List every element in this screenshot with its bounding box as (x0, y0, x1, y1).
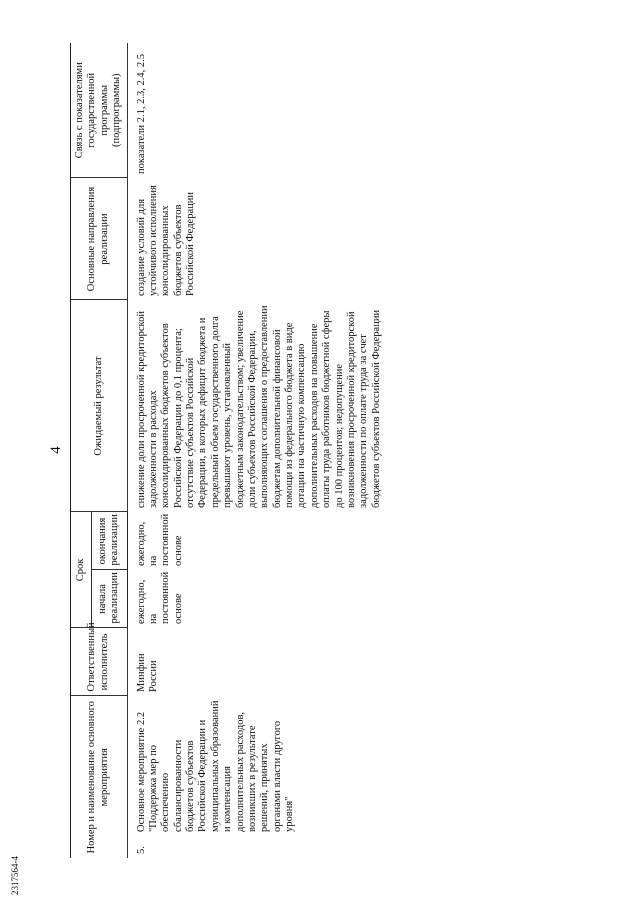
cell-responsible: Минфин России (135, 653, 159, 692)
cell-start: ежегодно, на постоянной основе (135, 571, 184, 624)
cell-result: снижение доли просроченной кредиторской задолженности в расходах консолидированных бюджетов субъектов Российской Федерации до 0,1 процента; отсутствие субъектов Российской Федерации, в которых дефицит бюджета и предельный объем государственного долга превышают уровень, установленный бюджетным законодательством; увеличение доли субъектов Российской Федерации, выполняющих соглашения о предоставлении бюджетам дополнительной финансовой помощи из федерального бюджета в виде дотации на частичную компенсацию дополнительных расходов на повышение оплаты труда работников бюджетной сферы до 100 процентов; недопущение возникновения просроченной кредиторской задолженности по оплате труда за счет бюджетов субъектов Российской Федерации (135, 305, 382, 508)
cell-end: ежегодно, на постоянной основе (135, 513, 184, 566)
measure-name: Основное мероприятие 2.2 "Поддержка мер по обеспечению сбалансированности бюджетов субъектов Российской Федерации и муниципальных образований и компенсация дополнительных расходов, возникших в результате решений, принятых органами власти другого уровня" (135, 700, 295, 832)
cell-number-name (127, 696, 387, 858)
header-directions: Основные направления реализации (71, 178, 128, 300)
rotated-page (40, 30, 600, 870)
cell-directions: создание условий для устойчивого исполнения консолидированных бюджетов субъектов Российской Федерации (135, 185, 196, 296)
program-table (70, 43, 387, 858)
page-number: 4 (48, 446, 64, 454)
document-stamp: 2317564-4 (10, 856, 20, 895)
cell-link: показатели 2.1, 2.3, 2.4, 2.5 (135, 53, 147, 174)
header-term: Срок (71, 512, 92, 628)
header-link: Связь с показателями государственной программы (подпрограммы) (71, 43, 128, 178)
row-number: 5. (135, 846, 147, 854)
header-number-name: Номер и наименование основного мероприятия (71, 696, 128, 858)
header-responsible: Ответственный исполнитель (71, 628, 128, 696)
header-result: Ожидаемый результат (71, 300, 128, 512)
table-row (127, 43, 387, 858)
header-row (71, 43, 92, 858)
header-end: окончания реализации (92, 512, 127, 570)
header-start: начала реализации (92, 570, 127, 628)
